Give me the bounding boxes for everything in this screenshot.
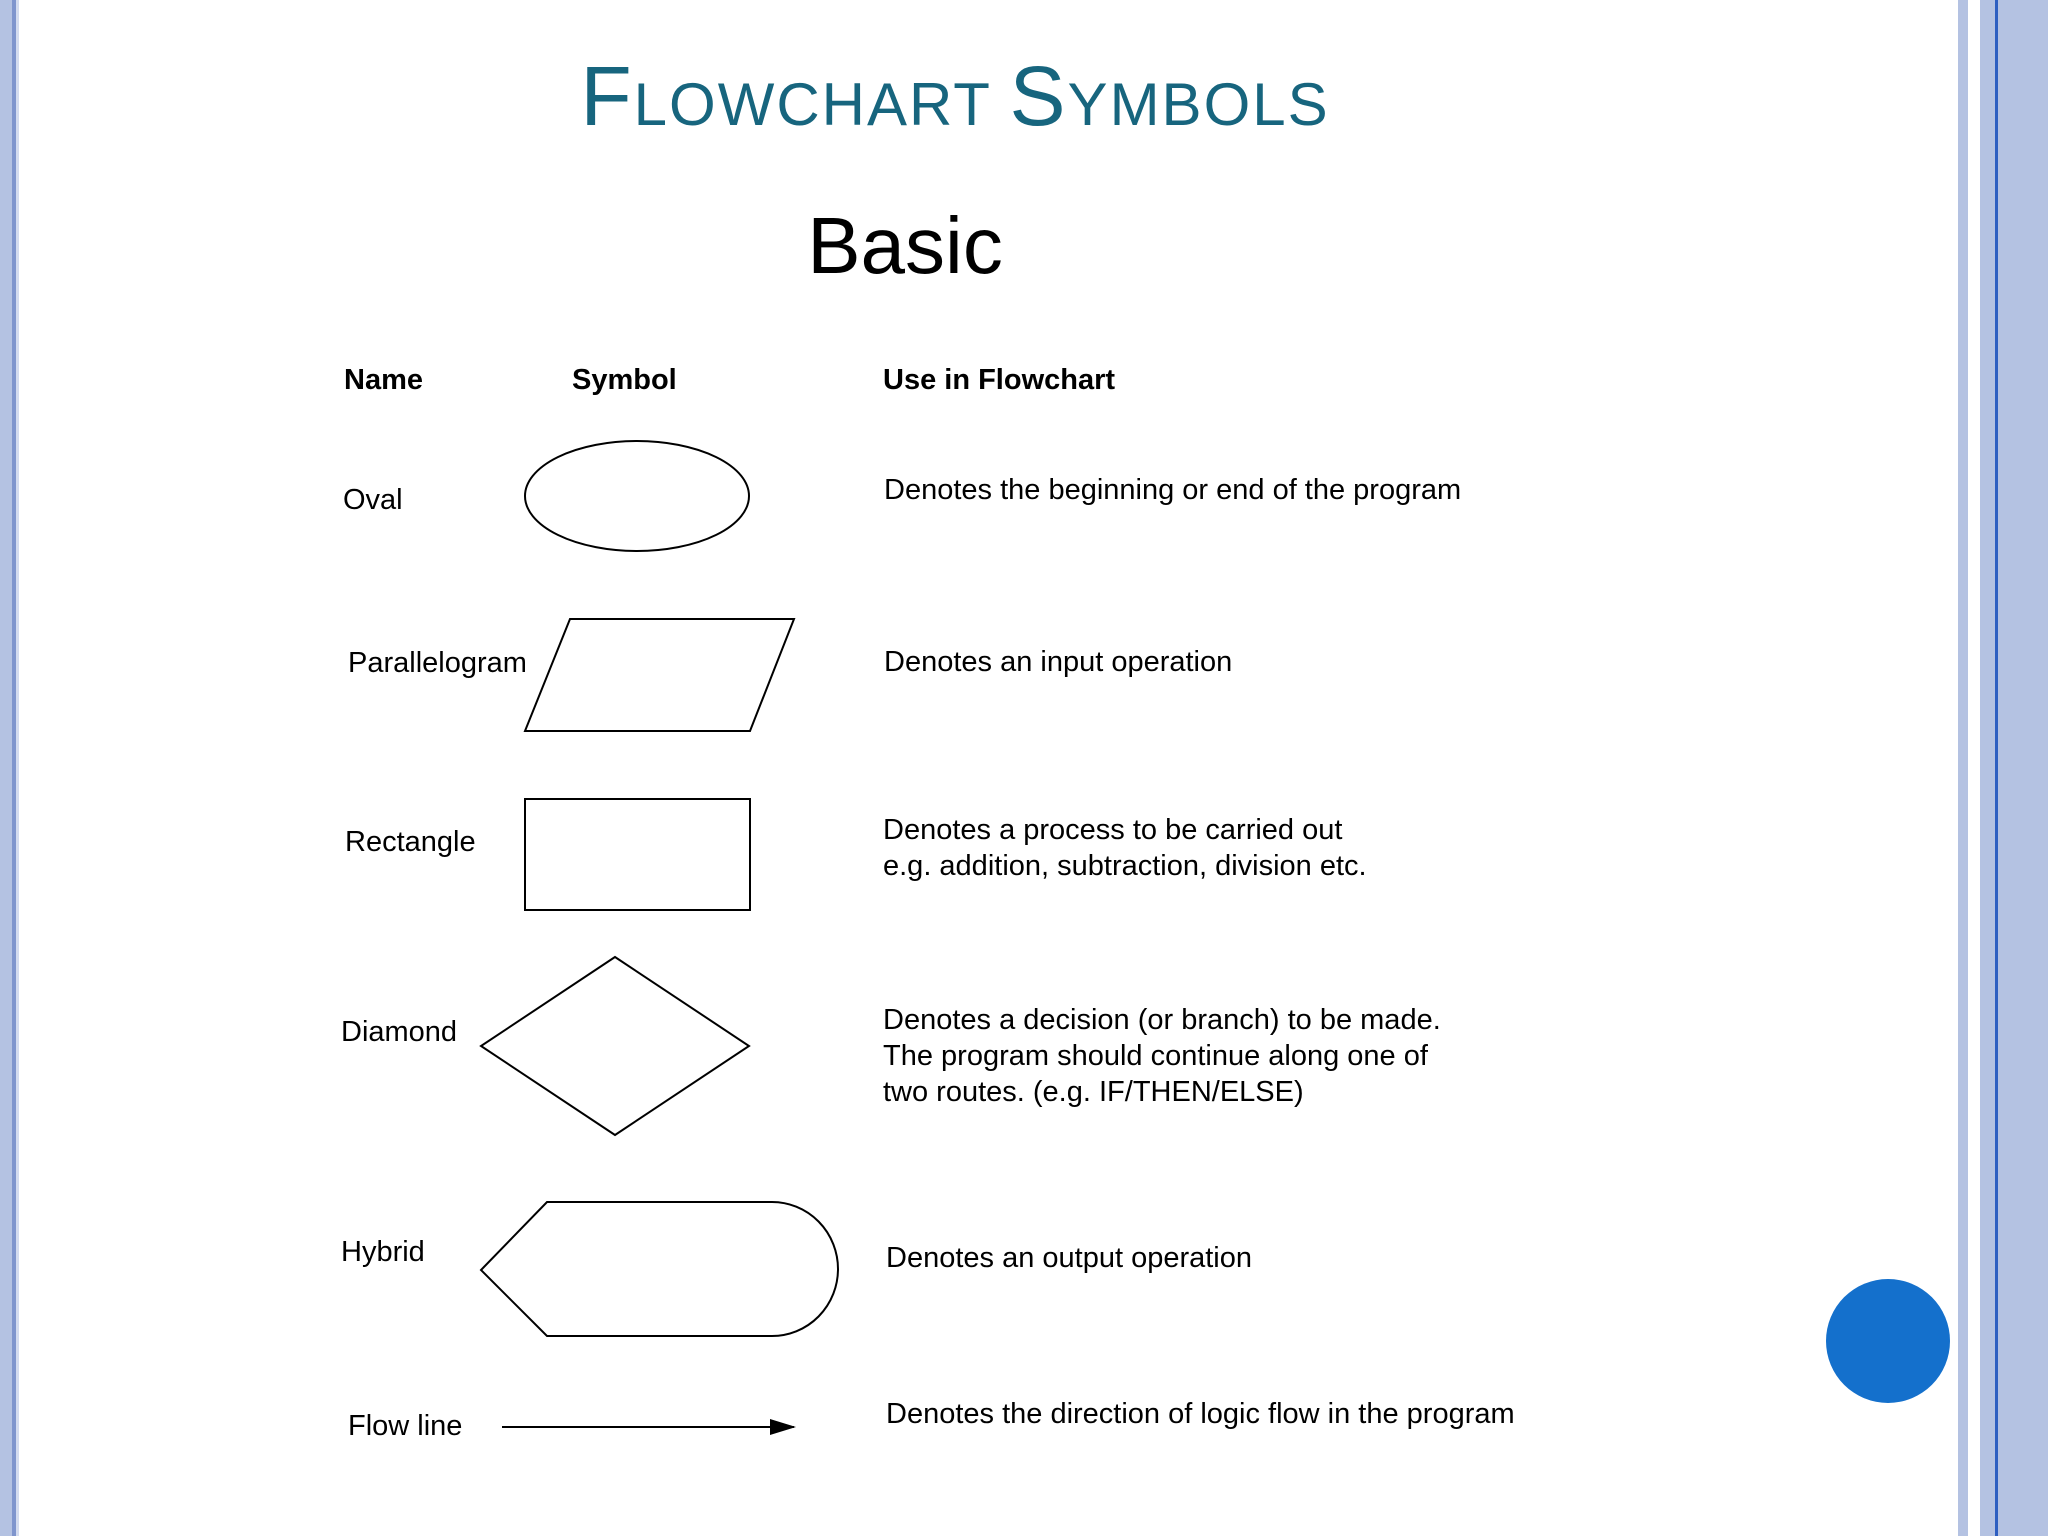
row-name-rectangle: Rectangle	[345, 826, 476, 858]
parallelogram-shape	[525, 619, 794, 731]
rectangle-shape	[525, 799, 750, 910]
use-line: two routes. (e.g. IF/THEN/ELSE)	[883, 1076, 1304, 1108]
row-name-oval: Oval	[343, 484, 403, 516]
diamond-shape	[481, 957, 749, 1135]
use-line: Denotes an input operation	[884, 646, 1233, 678]
title-word-rest: YMBOLS	[1067, 71, 1330, 138]
use-line: Denotes a process to be carried out	[883, 814, 1343, 846]
column-header-symbol: Symbol	[572, 364, 677, 396]
oval-shape	[525, 441, 749, 551]
title-word-rest: LOWCHART	[633, 71, 991, 138]
row-name-diamond: Diamond	[341, 1016, 458, 1048]
use-line: Denotes the beginning or end of the program	[884, 474, 1462, 506]
row-name-flow-line: Flow line	[348, 1410, 463, 1442]
use-line: Denotes an output operation	[886, 1242, 1252, 1274]
use-line: Denotes the direction of logic flow in the program	[886, 1398, 1515, 1430]
title-initial: F	[580, 49, 634, 143]
use-line: e.g. addition, subtraction, division etc.	[883, 850, 1367, 882]
column-header-name: Name	[344, 364, 423, 396]
blue-circle-decoration	[1826, 1279, 1950, 1403]
hybrid-shape	[481, 1202, 838, 1336]
column-header-use: Use in Flowchart	[883, 364, 1116, 396]
use-line: The program should continue along one of	[883, 1040, 1428, 1072]
title-initial: S	[1009, 49, 1068, 143]
section-subtitle: Basic	[807, 201, 1003, 290]
row-name-hybrid: Hybrid	[341, 1236, 425, 1268]
row-name-parallelogram: Parallelogram	[348, 647, 527, 679]
use-line: Denotes a decision (or branch) to be made.	[883, 1004, 1441, 1036]
